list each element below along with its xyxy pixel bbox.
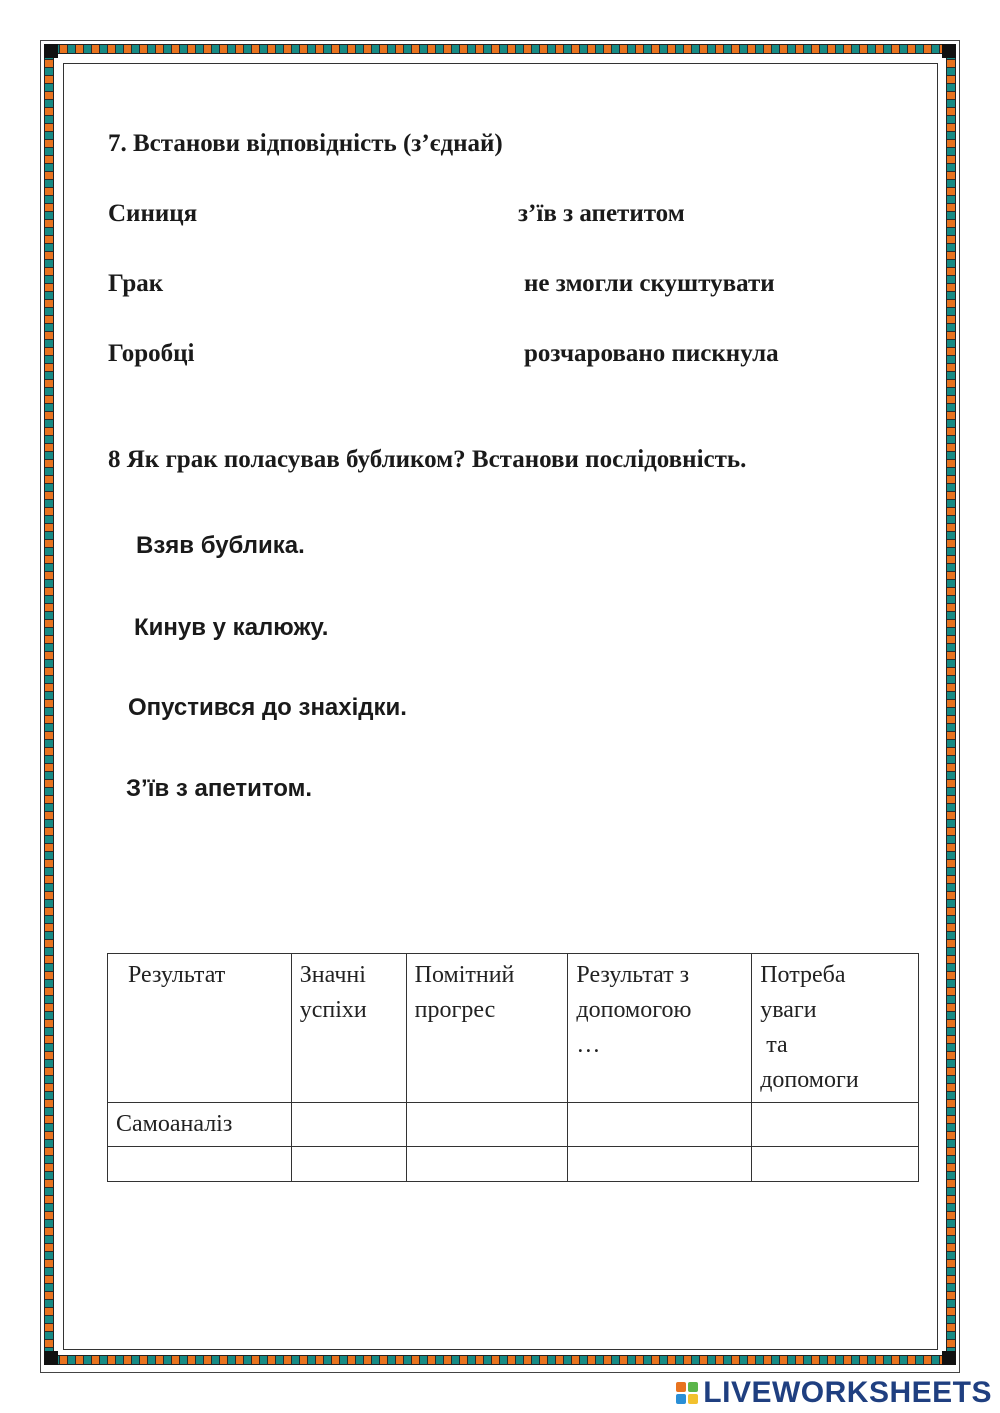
self-assessment-table [107, 953, 919, 1182]
table-cell[interactable] [568, 1103, 752, 1147]
table-cell[interactable] [108, 1147, 292, 1182]
q7-left-item[interactable]: Синиця [108, 200, 198, 227]
header-result: Результат [108, 954, 292, 1103]
header-noticeable-progress: Помітний прогрес [406, 954, 568, 1103]
table-cell[interactable] [291, 1147, 406, 1182]
table-cell[interactable] [568, 1147, 752, 1182]
corner-bottom-left [44, 1351, 58, 1365]
q8-step[interactable]: Взяв бублика. [136, 532, 305, 559]
brand-name: LIVEWORKSHEETS [703, 1376, 992, 1409]
logo-icon [676, 1382, 698, 1404]
q7-right-item[interactable]: розчаровано пискнула [524, 340, 779, 367]
corner-top-right [942, 44, 956, 58]
q7-left-item[interactable]: Горобці [108, 340, 195, 367]
header-result-with-help: Результат з допомогою … [568, 954, 752, 1103]
q7-right-item[interactable]: з’їв з апетитом [518, 200, 685, 227]
border-stripe-bottom [44, 1355, 956, 1365]
table-cell[interactable] [752, 1103, 919, 1147]
q7-right-item[interactable]: не змогли скуштувати [524, 270, 775, 297]
table-row [108, 1103, 919, 1147]
row-label-self-analysis: Самоаналіз [108, 1103, 292, 1147]
q7-title: 7. Встанови відповідність (з’єднай) [108, 130, 503, 157]
border-stripe-left [44, 44, 54, 1365]
q8-step[interactable]: Опустився до знахідки. [128, 694, 407, 721]
table-row [108, 1147, 919, 1182]
border-stripe-top [44, 44, 956, 54]
q8-step[interactable]: З’їв з апетитом. [126, 775, 313, 802]
corner-top-left [44, 44, 58, 58]
header-great-success: Значні успіхи [291, 954, 406, 1103]
table-cell[interactable] [406, 1147, 568, 1182]
table-header-row [108, 954, 919, 1103]
q8-title: 8 Як грак поласував бубликом? Встанови послідовність. [108, 446, 747, 473]
liveworksheets-logo [676, 1376, 992, 1410]
q8-step[interactable]: Кинув у калюжу. [134, 614, 329, 641]
corner-bottom-right [942, 1351, 956, 1365]
border-stripe-right [946, 44, 956, 1365]
table-cell[interactable] [291, 1103, 406, 1147]
header-needs-help: Потреба уваги та допомоги [752, 954, 919, 1103]
table-cell[interactable] [406, 1103, 568, 1147]
q7-left-item[interactable]: Грак [108, 270, 164, 297]
table-cell[interactable] [752, 1147, 919, 1182]
